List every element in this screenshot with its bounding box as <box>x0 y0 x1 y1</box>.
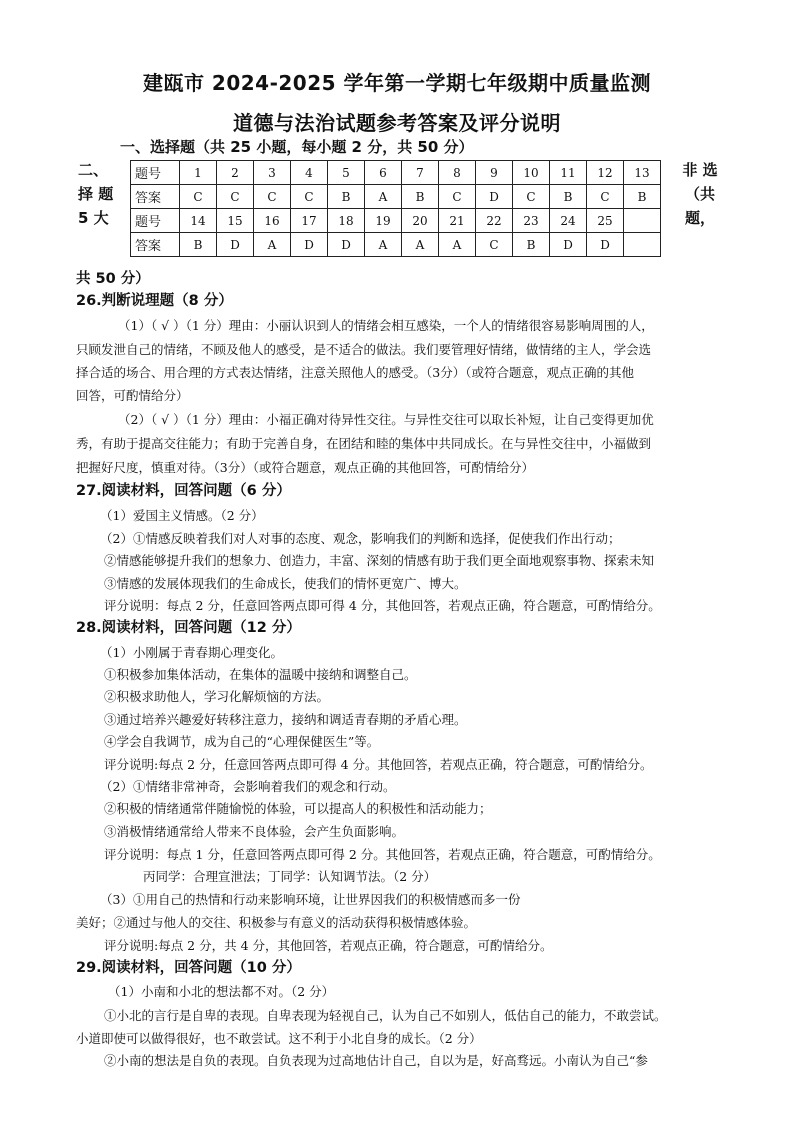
answer-table-cell: C <box>180 185 217 209</box>
answer-text-line: （3）①用自己的热情和行动来影响环境，让世界因我们的积极情感而多一份 <box>100 892 521 907</box>
answer-table-row <box>131 185 661 209</box>
answer-text-line: ②积极求助他人，学习化解烦恼的方法。 <box>104 689 330 704</box>
answer-table-cell: A <box>365 233 402 257</box>
answer-text-line: 评分说明：每点 2 分，任意回答两点即可得 4 分，其他回答，若观点正确，符合题意，可酌情给分。 <box>104 598 661 613</box>
answer-table-cell: 1 <box>180 161 217 185</box>
answer-table-cell: D <box>217 233 254 257</box>
answer-table-cell: 11 <box>550 161 587 185</box>
answer-text-line: 秀，有助于提高交往能力；有助于完善自身，在团结和睦的集体中共同成长。在与异性交往中，小福做到 <box>76 436 652 451</box>
answer-text-line: 择合适的场合、用合理的方式表达情绪，注意关照他人的感受。（3分）（或符合题意，观点正确的其他 <box>76 365 634 380</box>
answer-table-cell: C <box>439 185 476 209</box>
answer-text-line: ②积极的情绪通常伴随愉悦的体验，可以提高人的积极性和活动能力； <box>104 801 492 816</box>
answer-table-row <box>131 233 661 257</box>
answer-table-cell: 23 <box>513 209 550 233</box>
answer-text-line: 评分说明:每点 2 分，共 4 分，其他回答，若观点正确，符合题意，可酌情给分。 <box>104 938 553 953</box>
answer-table-cell: A <box>254 233 291 257</box>
answer-table-cell: 6 <box>365 161 402 185</box>
answer-text-line: （1）爱国主义情感。（2 分） <box>100 508 264 523</box>
answer-table-cell: B <box>402 185 439 209</box>
answer-table-cell: C <box>476 233 513 257</box>
answer-table-cell: B <box>180 233 217 257</box>
answer-text-line: 评分说明:每点 2 分，任意回答两点即可得 4 分。其他回答，若观点正确，符合题意，可酌情给分。 <box>104 757 653 772</box>
question-heading: 26.判断说理题（8 分） <box>76 293 233 309</box>
answer-table-cell: D <box>476 185 513 209</box>
side-right-line: 非 选 <box>682 161 718 179</box>
answer-text-line: （2）（ √ ）（1 分）理由：小福正确对待异性交往。与异性交往可以取长补短，让自己变得更加优 <box>118 412 654 427</box>
answer-table-cell: A <box>439 233 476 257</box>
answer-table-cell: 25 <box>587 209 624 233</box>
answer-table-cell: 4 <box>291 161 328 185</box>
answer-table-cell: 12 <box>587 161 624 185</box>
answer-table-row-label: 题号 <box>131 161 180 185</box>
answer-table <box>130 160 661 257</box>
answer-table-cell: 18 <box>328 209 365 233</box>
answer-table-cell: D <box>328 233 365 257</box>
side-left-line: 5 大 <box>78 209 109 227</box>
answer-text-line: （1）小南和小北的想法都不对。（2 分） <box>108 984 335 999</box>
answer-table-cell: A <box>365 185 402 209</box>
answer-text-line: （2）①情感反映着我们对人对事的态度、观念，影响我们的判断和选择，促使我们作出行动； <box>100 531 621 546</box>
question-heading: 28.阅读材料，回答问题（12 分） <box>76 620 301 636</box>
answer-text-line: 只顾发泄自己的情绪，不顾及他人的感受，是不适合的做法。我们要管理好情绪，做情绪的主人，学会选 <box>76 342 652 357</box>
answer-text-line: ④学会自我调节，成为自己的“心理保健医生”等。 <box>104 734 380 749</box>
answer-table-cell: 24 <box>550 209 587 233</box>
answer-text-line: （2）①情绪非常神奇，会影响着我们的观念和行动。 <box>100 779 396 794</box>
answer-text-line: ③消极情绪通常给人带来不良体验，会产生负面影响。 <box>104 824 405 839</box>
answer-table-cell: 2 <box>217 161 254 185</box>
answer-table-cell: 19 <box>365 209 402 233</box>
answer-table-cell: 14 <box>180 209 217 233</box>
answer-table-cell: C <box>587 185 624 209</box>
document-title: 建瓯市 2024-2025 学年第一学期七年级期中质量监测 <box>142 71 652 95</box>
answer-table-cell: B <box>624 185 661 209</box>
answer-table-cell: 13 <box>624 161 661 185</box>
answer-table-cell: C <box>254 185 291 209</box>
side-left-line: 二、 <box>78 161 109 179</box>
answer-table-row <box>131 209 661 233</box>
answer-table-cell: 10 <box>513 161 550 185</box>
answer-text-line: ①积极参加集体活动，在集体的温暖中接纳和调整自己。 <box>104 667 417 682</box>
answer-text-line: （1）（ √ ）（1 分）理由：小丽认识到人的情绪会相互感染，一个人的情绪很容易影响周围的人， <box>118 318 654 333</box>
answer-table-cell: B <box>328 185 365 209</box>
section1-heading: 一、选择题（共 25 小题，每小题 2 分，共 50 分） <box>120 138 474 156</box>
answer-table-cell: 15 <box>217 209 254 233</box>
side-right-line: （共 <box>684 185 715 203</box>
answer-table-cell: D <box>291 233 328 257</box>
question-heading: 共 50 分） <box>76 271 150 287</box>
answer-text-line: ②情感能够提升我们的想象力、创造力，丰富、深刻的情感有助于我们更全面地观察事物、探索未知 <box>104 553 655 568</box>
answer-table-cell: 5 <box>328 161 365 185</box>
answer-text-line: 小道即使可以做得很好，也不敢尝试。这不利于小北自身的成长。（2 分） <box>76 1031 482 1046</box>
answer-text-line: 丙同学：合理宣泄法；丁同学：认知调节法。（2 分） <box>143 869 437 884</box>
answer-table-cell <box>624 233 661 257</box>
answer-table-cell: B <box>513 233 550 257</box>
answer-table-cell: 9 <box>476 161 513 185</box>
answer-table-cell: C <box>217 185 254 209</box>
answer-table-row-label: 答案 <box>131 233 180 257</box>
answer-text-line: （1）小刚属于青春期心理变化。 <box>100 645 283 660</box>
side-right-line: 题， <box>684 209 715 227</box>
answer-table-cell: C <box>291 185 328 209</box>
answer-text-line: 评分说明：每点 1 分，任意回答两点即可得 2 分。其他回答，若观点正确，符合题意，可酌情给分。 <box>104 847 661 862</box>
answer-table-cell: 16 <box>254 209 291 233</box>
side-text-right <box>678 158 722 230</box>
answer-table-row <box>131 161 661 185</box>
answer-table-cell: D <box>550 233 587 257</box>
answer-table-cell: A <box>402 233 439 257</box>
answer-text-line: 美好；②通过与他人的交往、积极参与有意义的活动获得积极情感体验。 <box>76 915 477 930</box>
answer-table-cell: C <box>513 185 550 209</box>
answer-table-row-label: 答案 <box>131 185 180 209</box>
side-text-left <box>78 158 118 230</box>
answer-text-line: ①小北的言行是自卑的表现。自卑表现为轻视自己，认为自己不如别人，低估自己的能力，不敢尝试。 <box>104 1008 667 1023</box>
answer-table-cell: 17 <box>291 209 328 233</box>
side-left-line: 择 题 <box>78 185 114 203</box>
answer-table-cell: D <box>587 233 624 257</box>
document-subtitle: 道德与法治试题参考答案及评分说明 <box>233 111 561 135</box>
answer-text-line: ③情感的发展体现我们的生命成长，使我们的情怀更宽广、博大。 <box>104 576 467 591</box>
answer-text-line: ③通过培养兴趣爱好转移注意力，接纳和调适青春期的矛盾心理。 <box>104 712 467 727</box>
answer-table-cell: 3 <box>254 161 291 185</box>
question-heading: 27.阅读材料，回答问题（6 分） <box>76 483 291 499</box>
answer-text-line: 回答，可酌情给分） <box>76 388 189 403</box>
answer-table-cell: 7 <box>402 161 439 185</box>
answer-table-row-label: 题号 <box>131 209 180 233</box>
answer-text-line: 把握好尺度，慎重对待。（3分）（或符合题意，观点正确的其他回答，可酌情给分） <box>76 460 534 475</box>
answer-table-cell: 22 <box>476 209 513 233</box>
answer-table-cell: B <box>550 185 587 209</box>
answer-table-cell: 20 <box>402 209 439 233</box>
answer-table-cell: 8 <box>439 161 476 185</box>
answer-table-cell <box>624 209 661 233</box>
answer-text-line: ②小南的想法是自负的表现。自负表现为过高地估计自己，自以为是，好高骛远。小南认为自己“参 <box>104 1053 648 1068</box>
answer-table-cell: 21 <box>439 209 476 233</box>
question-heading: 29.阅读材料，回答问题（10 分） <box>76 960 301 976</box>
